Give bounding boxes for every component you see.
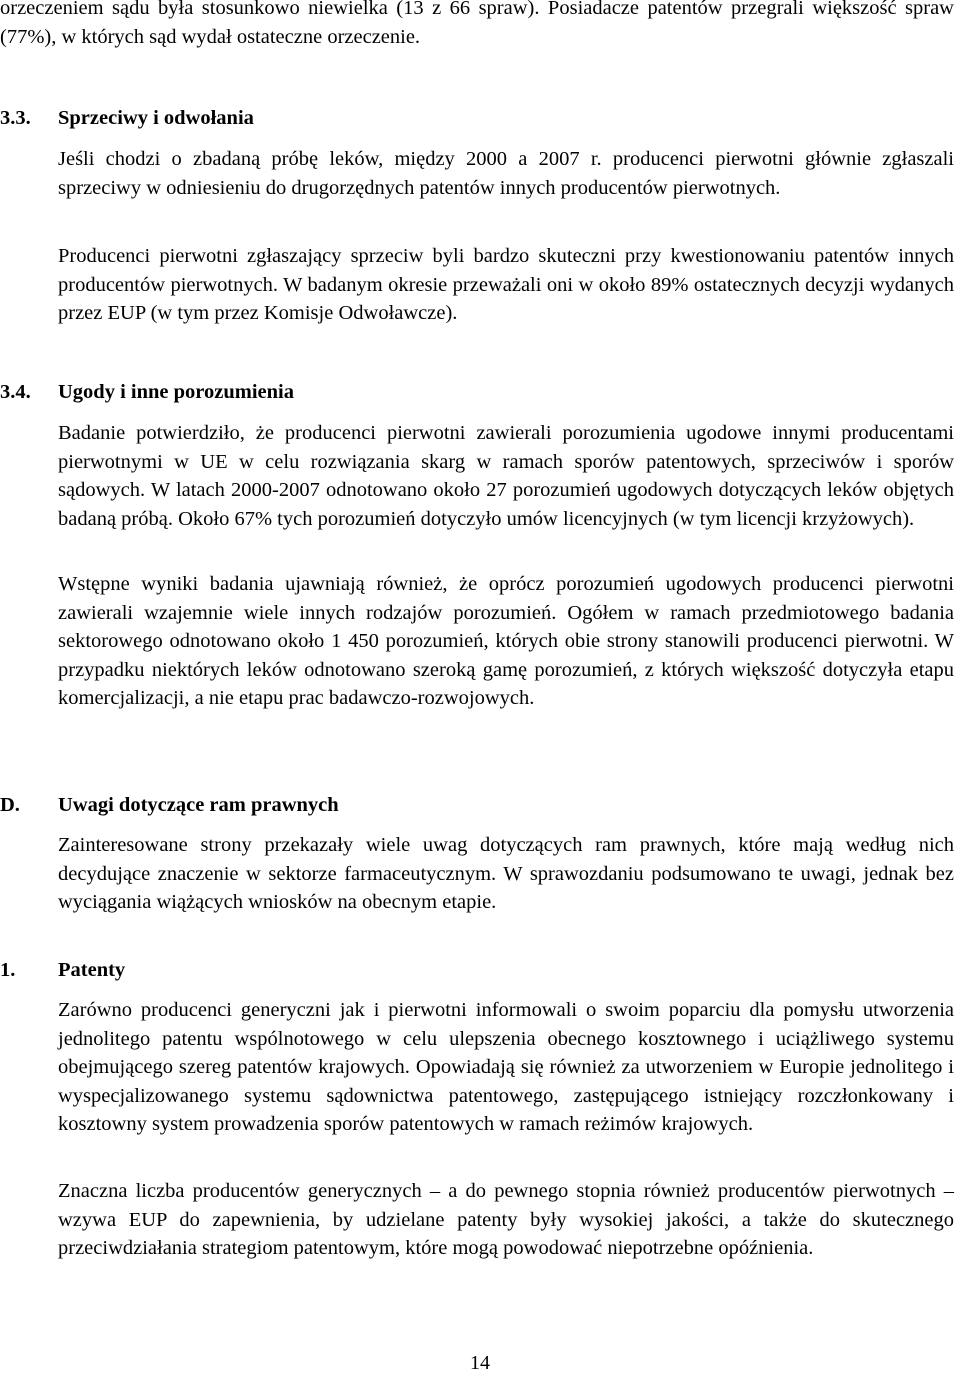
section-heading-3-3 xyxy=(0,104,254,132)
section-title: Sprzeciwy i odwołania xyxy=(58,107,254,129)
section-number: 3.4. xyxy=(0,381,31,403)
section-number: 3.3. xyxy=(0,107,31,129)
page-number: 14 xyxy=(470,1352,490,1374)
section-title: Ugody i inne porozumienia xyxy=(58,381,294,403)
paragraph-patenty-2: Znaczna liczba producentów generycznych – a do pewnego stopnia również producentów pierwotnych – wzywa EUP do zapewnienia, by udzielane patenty były wysokiej jakości, a także do skutecznego przeciwdziałania strategiom patentowym, które mogą powodować niepotrzebne opóźnienia. xyxy=(58,1180,954,1259)
paragraph-ugody-1: Badanie potwierdziło, że producenci pierwotni zawierali porozumienia ugodowe innymi producentami pierwotnymi w UE w celu rozwiązania skarg w ramach sporów patentowych, sprzeciwów i sporów sądowych. W latach 2000-2007 odnotowano około 27 porozumień ugodowych dotyczących leków objętych badaną próbą. Około 67% tych porozumień dotyczyło umów licencyjnych (w tym licencji krzyżowych). xyxy=(58,422,954,530)
section-heading-d xyxy=(0,791,339,819)
paragraph-patenty-1: Zarówno producenci generyczni jak i pierwotni informowali o swoim poparciu dla pomysłu utworzenia jednolitego patentu wspólnotowego w celu ulepszenia obecnego kosztownego i uciążliwego systemu obejmującego szereg patentów krajowych. Opowiadają się również za utworzeniem w Europie jednolitego i wyspecjalizowanego systemu sądownictwa patentowego, zastępującego istniejący rozczłonkowany i kosztowny system prowadzenia sporów patentowych w ramach reżimów krajowych. xyxy=(58,999,954,1135)
paragraph-ramy-prawne: Zainteresowane strony przekazały wiele uwag dotyczących ram prawnych, które mają według nich decydujące znaczenie w sektorze farmaceutycznym. W sprawozdaniu podsumowano te uwagi, jednak bez wyciągania wiążących wniosków na obecnym etapie. xyxy=(58,834,954,913)
section-heading-3-4 xyxy=(0,378,294,406)
paragraph-sprzeciwy-1: Jeśli chodzi o zbadaną próbę leków, między 2000 a 2007 r. producenci pierwotni głównie zgłaszali sprzeciwy w odniesieniu do drugorzędnych patentów innych producentów pierwotnych. xyxy=(58,148,954,199)
section-number: D. xyxy=(0,794,20,816)
paragraph-ugody-2: Wstępne wyniki badania ujawniają również, że oprócz porozumień ugodowych producenci pierwotni zawierali wzajemnie wiele innych rodzajów porozumień. Ogółem w ramach przedmiotowego badania sektorowego odnotowano około 1 450 porozumień, których obie strony stanowili producenci pierwotni. W przypadku niektórych leków odnotowano szeroką gamę porozumień, z których większość dotyczyła etapu komercjalizacji, a nie etapu prac badawczo-rozwojowych. xyxy=(58,573,954,709)
section-heading-1 xyxy=(0,956,125,984)
section-title: Patenty xyxy=(58,959,126,981)
paragraph-intro: orzeczeniem sądu była stosunkowo niewielka (13 z 66 spraw). Posiadacze patentów przegrali większość spraw (77%), w których sąd wydał ostateczne orzeczenie. xyxy=(0,0,954,48)
paragraph-sprzeciwy-2: Producenci pierwotni zgłaszający sprzeciw byli bardzo skuteczni przy kwestionowaniu patentów innych producentów pierwotnych. W badanym okresie przeważali oni w około 89% ostatecznych decyzji wydanych przez EUP (w tym przez Komisje Odwoławcze). xyxy=(58,245,954,324)
section-number: 1. xyxy=(0,959,16,981)
section-title: Uwagi dotyczące ram prawnych xyxy=(58,794,339,816)
